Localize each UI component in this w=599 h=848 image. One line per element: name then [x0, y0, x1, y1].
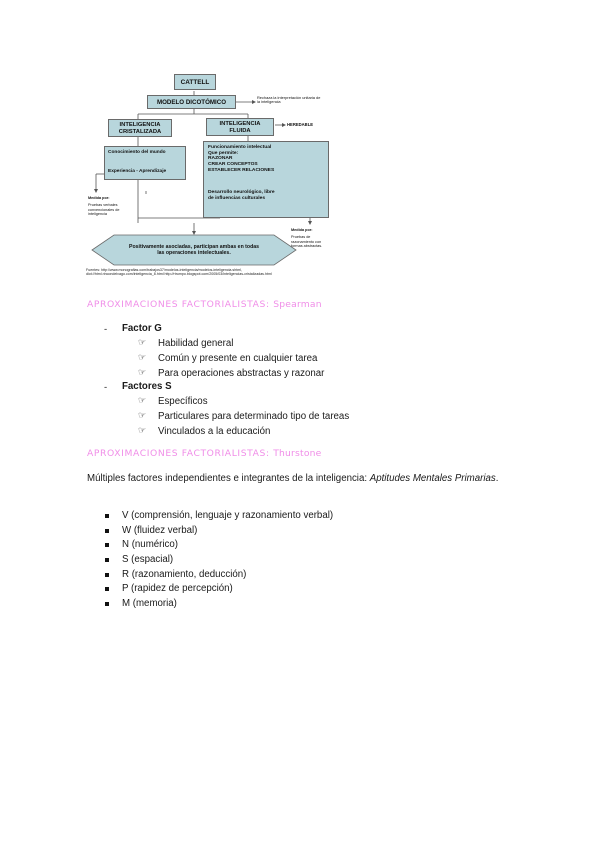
pointing-hand-icon: ☞: [138, 367, 147, 377]
list-item: Específicos: [158, 396, 208, 407]
pointing-hand-icon: ☞: [138, 395, 147, 405]
medida-razonamiento-note: Medida por: Pruebas de razonamiento con formas abstractas.: [291, 228, 323, 249]
list-item: Común y presente en cualquier tarea: [158, 353, 318, 364]
square-bullet-icon: [105, 529, 109, 533]
inteligencia-fluida-box: INTELIGENCIA FLUIDA: [206, 118, 274, 136]
positivamente-asociadas-text: Positivamente asociadas, participan ambas en todas las operaciones intelectuales.: [128, 244, 260, 256]
list-item: Para operaciones abstractas y razonar: [158, 368, 325, 379]
fuentes-text: Fuentes: http://www.monografias.com/trabajos37/modelos-inteligencia/modelos-inteligencia.shtml, diot://html.rincondelvago.com/inteligencia_8.html http://rtrumpo.blogspot.com/2005/03/inteligencias-cristalizadas.html: [86, 268, 272, 277]
modelo-dicotomico-box: MODELO DICOTÓMICO: [147, 95, 236, 109]
square-bullet-icon: [105, 573, 109, 577]
funcionamiento-box: Funcionamiento intelectual Que permite: RAZONAR CREAR CONCEPTOS ESTABLECER RELACIONES Desarrollo neurológico, libre de influencias culturales: [203, 141, 329, 218]
list-item: Vinculados a la educación: [158, 426, 271, 437]
factor-g-label: Factor G: [122, 323, 162, 334]
thurstone-paragraph: Múltiples factores independientes e integrantes de la inteligencia: Aptitudes Mentales Primarias.: [87, 473, 499, 484]
spearman-heading: APROXIMACIONES FACTORIALISTAS: Spearman: [87, 299, 322, 310]
list-item: Particulares para determinado tipo de tareas: [158, 411, 350, 422]
factores-s-label: Factores S: [122, 381, 172, 392]
list-item: M (memoria): [122, 598, 177, 609]
list-item: P (rapidez de percepción): [122, 583, 233, 594]
pointing-hand-icon: ☞: [138, 352, 147, 362]
list-item: W (fluidez verbal): [122, 525, 198, 536]
thurstone-heading: APROXIMACIONES FACTORIALISTAS: Thurstone: [87, 448, 322, 459]
list-item: V (comprensión, lenguaje y razonamiento verbal): [122, 510, 334, 521]
dash-bullet: -: [104, 382, 108, 393]
square-bullet-icon: [105, 587, 109, 591]
list-item: R (razonamiento, deducción): [122, 569, 247, 580]
medida-verbal-note: Medida por: Pruebas verbales convencionales de inteligencia: [88, 196, 120, 217]
rechaza-note: Rechaza la interpretación unitaria de la inteligencia: [257, 95, 321, 105]
pointing-hand-icon: ☞: [138, 425, 147, 435]
square-bullet-icon: [105, 602, 109, 606]
list-item: Habilidad general: [158, 338, 234, 349]
pointing-hand-icon: ☞: [138, 410, 147, 420]
cattell-diagram: [86, 66, 348, 280]
dash-bullet: -: [104, 324, 108, 335]
list-item: N (numérico): [122, 539, 178, 550]
experiencia-text: Experiencia - Aprendizaje: [108, 168, 167, 174]
conocimiento-box: [104, 146, 186, 180]
heredable-note: HEREDABLE: [287, 122, 314, 127]
square-bullet-icon: [105, 558, 109, 562]
conocimiento-text: Conocimiento del mundo: [108, 150, 166, 155]
square-bullet-icon: [105, 543, 109, 547]
square-bullet-icon: [105, 514, 109, 518]
pointing-hand-icon: ☞: [138, 337, 147, 347]
cattell-box: CATTELL: [174, 74, 216, 90]
inteligencia-cristalizada-box: INTELIGENCIA CRISTALIZADA: [108, 119, 172, 137]
list-item: S (espacial): [122, 554, 174, 565]
